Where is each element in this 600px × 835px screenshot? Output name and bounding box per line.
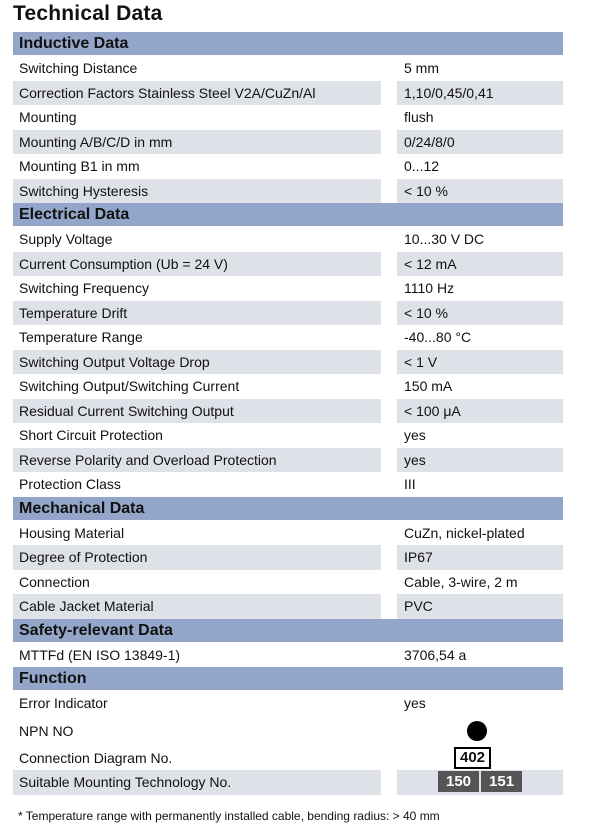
row-value: 0/24/8/0 [404, 133, 455, 150]
row-label: Temperature Drift [19, 304, 128, 321]
row-value: IP67 [404, 549, 433, 565]
row-label: Error Indicator [19, 695, 108, 711]
row-label: Mounting B1 in mm [19, 158, 140, 174]
row-label: Switching Output Voltage Drop [19, 353, 210, 370]
connection-diagram-row [13, 746, 563, 771]
table-row [13, 105, 563, 130]
row-value: yes [404, 451, 426, 468]
table-row [13, 350, 563, 375]
row-label: Housing Material [19, 524, 125, 541]
table-row [13, 252, 563, 277]
row-label: Switching Hysteresis [19, 182, 149, 199]
filled-circle-icon [467, 721, 487, 741]
table-row [13, 448, 563, 473]
mounting-technology-number: 150 [438, 771, 479, 792]
footnote: * Temperature range with permanently installed cable, bending radius: > 40 mm [18, 809, 440, 823]
npn-no-row [13, 716, 563, 746]
mounting-technology-label: Suitable Mounting Technology No. [19, 774, 232, 790]
row-value: -40...80 °C [404, 329, 472, 345]
row-label: Switching Distance [19, 60, 138, 76]
row-label: MTTFd (EN ISO 13849-1) [19, 646, 181, 663]
table-row [13, 56, 563, 81]
row-value: CuZn, nickel-plated [404, 524, 525, 541]
connection-diagram-label: Connection Diagram No. [19, 749, 173, 766]
table-row [13, 130, 563, 155]
row-label: Protection Class [19, 476, 121, 492]
row-value: 0...12 [404, 158, 440, 174]
section-heading: Safety-relevant Data [13, 619, 563, 643]
row-value: < 10 % [404, 304, 448, 321]
sections-container [13, 32, 563, 716]
row-value: yes [404, 427, 426, 443]
row-value: 150 mA [404, 378, 453, 394]
row-label: Switching Output/Switching Current [19, 378, 240, 394]
row-value: < 10 % [404, 182, 448, 199]
row-value: 1,10/0,45/0,41 [404, 84, 494, 101]
row-label: Cable Jacket Material [19, 598, 154, 614]
page-title: Technical Data [13, 2, 163, 25]
mounting-technology-number: 151 [481, 771, 522, 792]
section-heading: Mechanical Data [13, 497, 563, 521]
npn-no-label: NPN NO [19, 722, 74, 739]
row-label: Connection [19, 573, 90, 590]
table-row [13, 374, 563, 399]
row-value: PVC [404, 598, 433, 614]
row-value: flush [404, 109, 434, 125]
row-label: Short Circuit Protection [19, 427, 163, 443]
row-value: yes [404, 695, 426, 711]
connection-diagram-number: 402 [454, 747, 491, 769]
row-label: Mounting A/B/C/D in mm [19, 133, 173, 150]
table-row [13, 276, 563, 301]
table-row [13, 81, 563, 106]
table-row [13, 594, 563, 619]
table-row [13, 423, 563, 448]
row-value: 3706,54 a [404, 646, 467, 663]
row-value: 5 mm [404, 60, 439, 76]
section-heading: Inductive Data [13, 32, 563, 56]
row-value: Cable, 3-wire, 2 m [404, 573, 518, 590]
row-value: III [404, 476, 416, 492]
table-row [13, 570, 563, 595]
table-row [13, 521, 563, 546]
table-row [13, 227, 563, 252]
row-label: Reverse Polarity and Overload Protection [19, 451, 277, 468]
row-value: < 1 V [404, 353, 438, 370]
row-label: Current Consumption (Ub = 24 V) [19, 255, 228, 272]
row-label: Degree of Protection [19, 549, 148, 565]
table-row [13, 545, 563, 570]
table-row [13, 472, 563, 497]
table-row [13, 179, 563, 204]
section-heading: Function [13, 667, 563, 691]
technical-data-table [13, 32, 563, 795]
table-row [13, 691, 563, 716]
row-label: Temperature Range [19, 329, 143, 345]
table-row [13, 325, 563, 350]
row-label: Residual Current Switching Output [19, 402, 234, 419]
section-heading: Electrical Data [13, 203, 563, 227]
row-value: 10...30 V DC [404, 231, 485, 247]
table-row [13, 643, 563, 668]
mounting-technology-row [13, 770, 563, 795]
table-row [13, 399, 563, 424]
table-row [13, 301, 563, 326]
row-value: 1110 Hz [404, 280, 455, 296]
row-label: Supply Voltage [19, 231, 113, 247]
row-value: < 100 μA [404, 402, 461, 419]
row-value: < 12 mA [404, 255, 457, 272]
table-row [13, 154, 563, 179]
row-label: Correction Factors Stainless Steel V2A/CuZn/Al [19, 84, 316, 101]
mounting-technology-numbers [438, 771, 524, 792]
row-label: Mounting [19, 109, 77, 125]
row-label: Switching Frequency [19, 280, 149, 296]
